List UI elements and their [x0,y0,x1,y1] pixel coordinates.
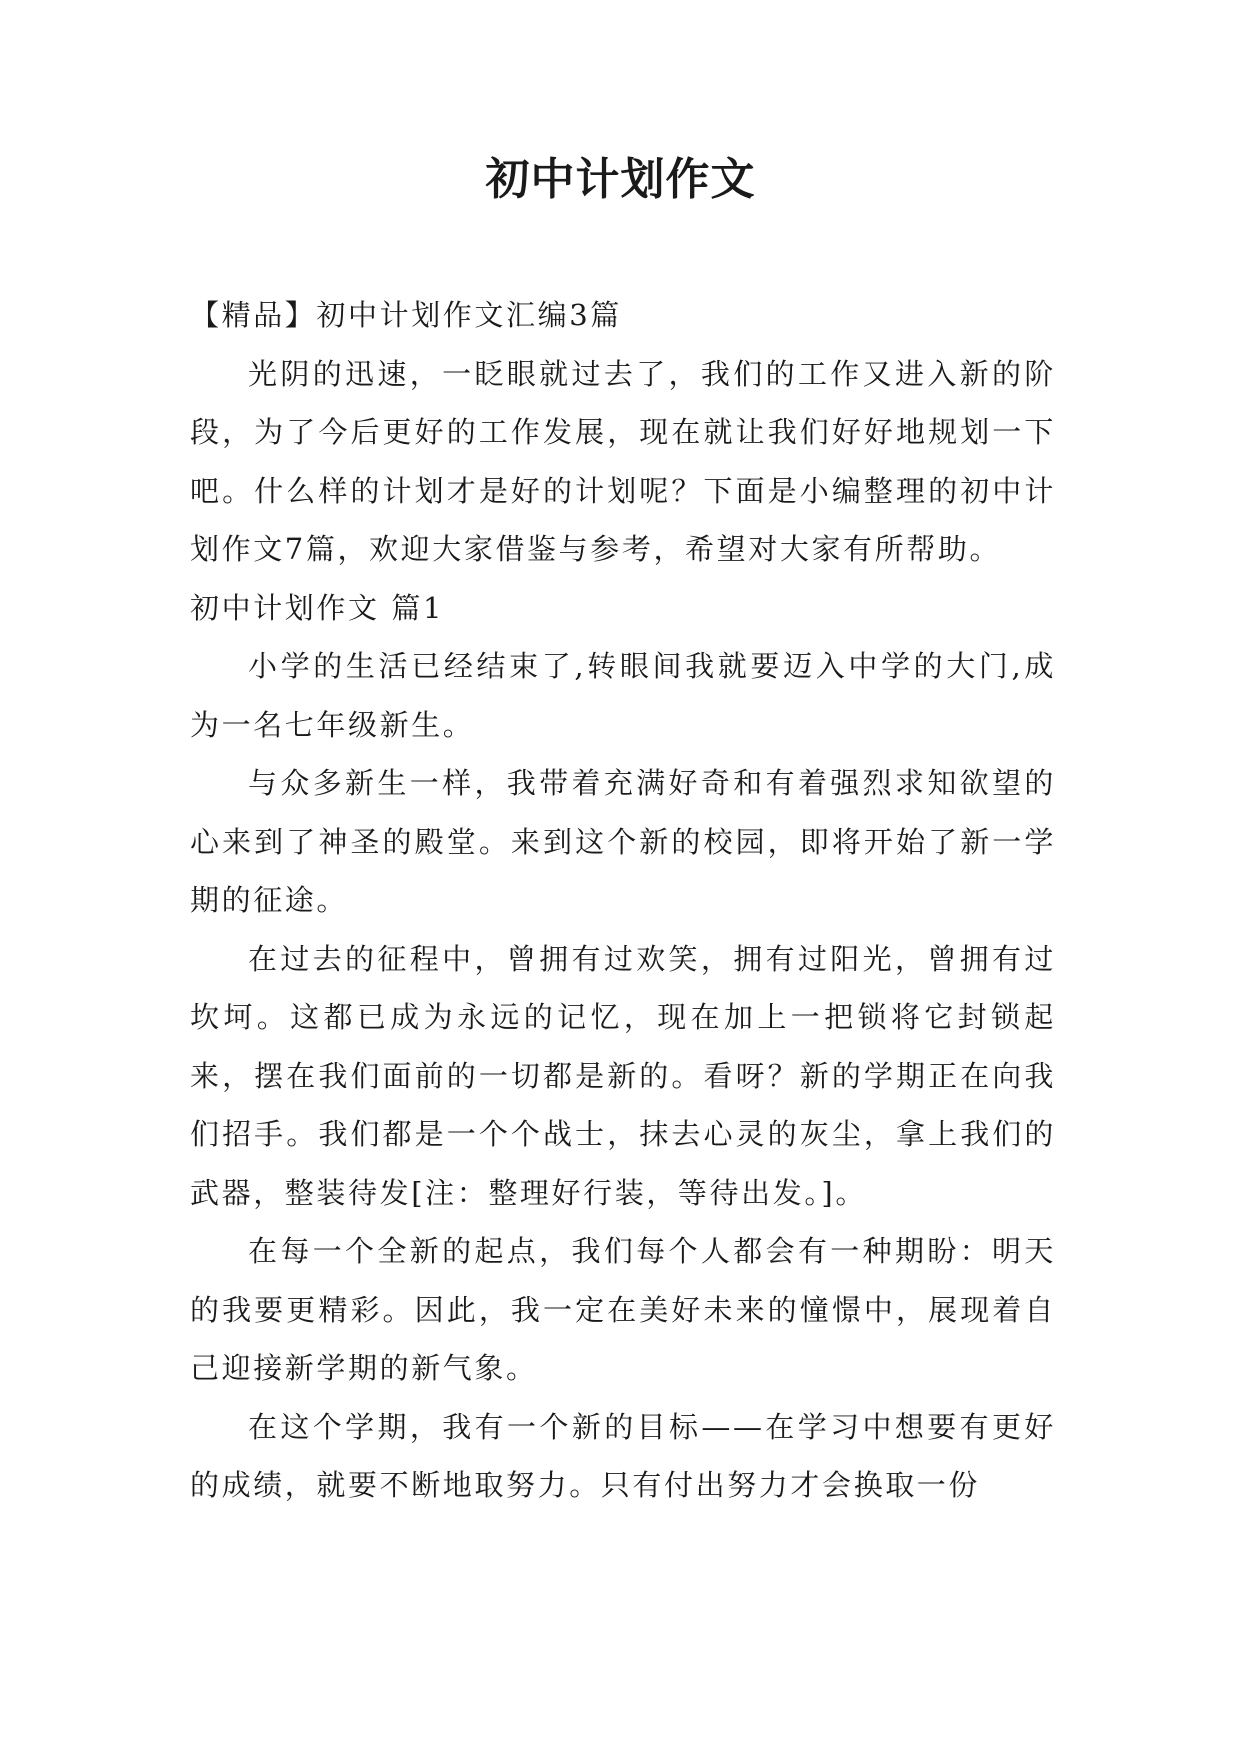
body-paragraph: 与众多新生一样，我带着充满好奇和有着强烈求知欲望的心来到了神圣的殿堂。来到这个新的校园，即将开始了新一学期的征途。 [190,766,1056,917]
body-paragraph: 在每一个全新的起点，我们每个人都会有一种期盼：明天的我要更精彩。因此，我一定在美好未来的憧憬中，展现着自己迎接新学期的新气象。 [190,1234,1056,1385]
intro-paragraph: 光阴的迅速，一眨眼就过去了，我们的工作又进入新的阶段，为了今后更好的工作发展，现在就让我们好好地规划一下吧。什么样的计划才是好的计划呢？下面是小编整理的初中计划作文7篇，欢迎大家借鉴与参考，希望对大家有所帮助。 [190,356,1056,566]
body-paragraph: 小学的生活已经结束了,转眼间我就要迈入中学的大门,成为一名七年级新生。 [190,649,1056,742]
body-paragraph: 在过去的征程中，曾拥有过欢笑，拥有过阳光，曾拥有过坎坷。这都已成为永远的记忆，现在加上一把锁将它封锁起来，摆在我们面前的一切都是新的。看呀？新的学期正在向我们招手。我们都是一个个战士，抹去心灵的灰尘，拿上我们的武器，整装待发[注：整理好行装，等待出发。]。 [190,941,1056,1210]
section-heading: 初中计划作文 篇1 [190,590,445,625]
document-body [190,286,1056,1515]
body-paragraph: 在这个学期，我有一个新的目标——在学习中想要有更好的成绩，就要不断地取努力。只有付出努力才会换取一份 [190,1409,1056,1502]
document-title: 初中计划作文 [485,154,756,205]
document-subtitle: 【精品】初中计划作文汇编3篇 [190,298,622,332]
